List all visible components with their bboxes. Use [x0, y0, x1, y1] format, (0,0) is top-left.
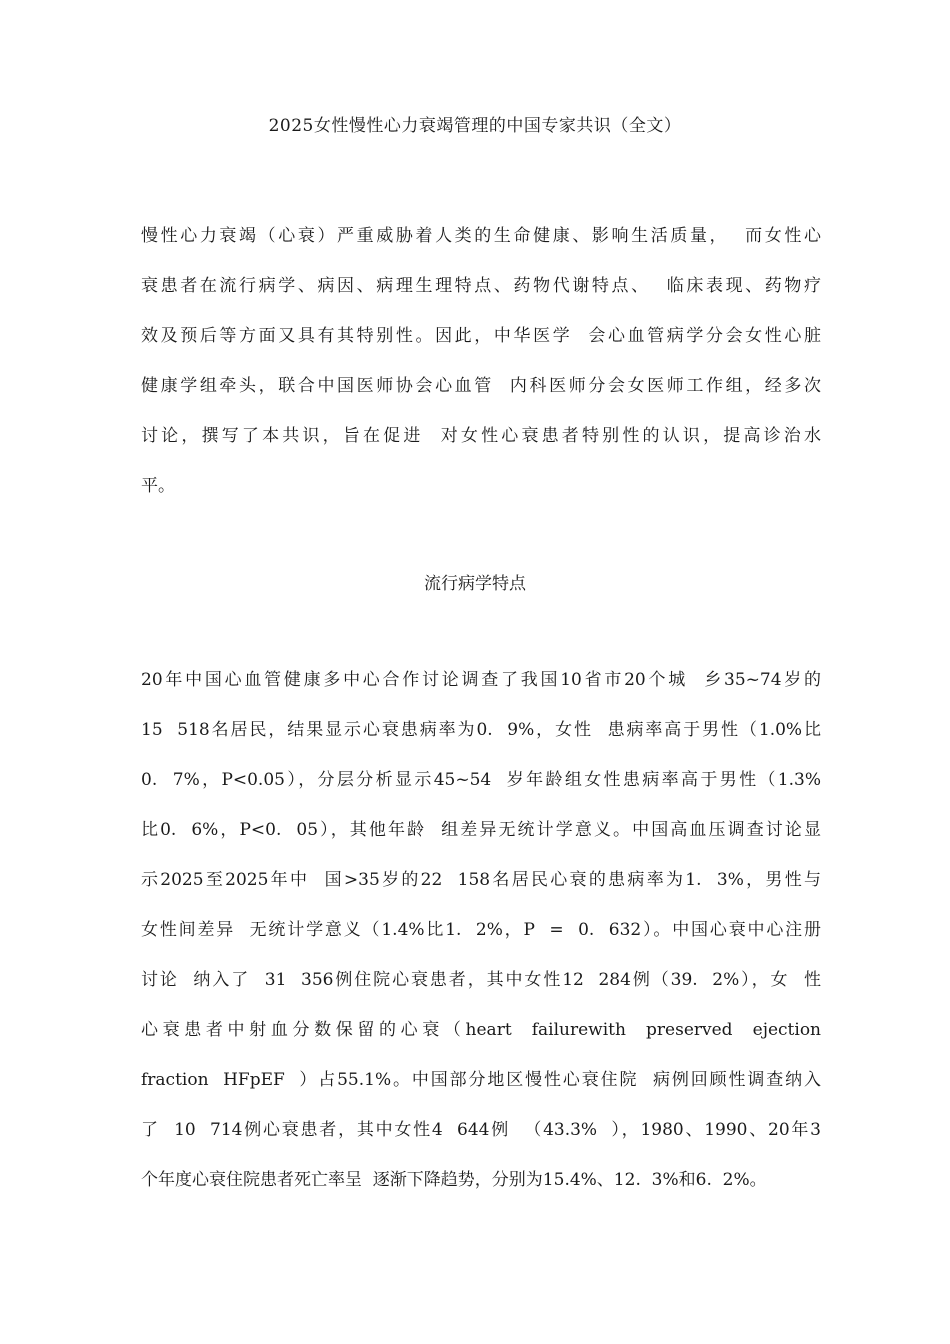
paragraph-line: fraction HFpEF ）占55.1%。中国部分地区慢性心衰住院 病例回顾性调查纳入: [141, 1070, 821, 1090]
paragraph-line: 心衰患者中射血分数保留的心衰（heart failurewith preserved ejection: [141, 1020, 821, 1040]
paragraph-line: 平。: [141, 476, 175, 496]
paragraph-line: 女性间差异 无统计学意义（1.4%比1. 2%，P = 0. 632）。中国心衰中心注册: [141, 920, 821, 940]
paragraph-line: 比0. 6%，P<0. 05），其他年龄 组差异无统计学意义。中国高血压调查讨论显: [141, 820, 821, 840]
paragraph-line: 个年度心衰住院患者死亡率呈 逐渐下降趋势，分别为15.4%、12. 3%和6. 2%。: [141, 1170, 767, 1190]
intro-paragraph: [141, 211, 821, 511]
paragraph-line: 讨论，撰写了本共识，旨在促进 对女性心衰患者特别性的认识，提高诊治水: [141, 426, 821, 446]
section-heading: 流行病学特点: [424, 574, 526, 594]
paragraph-line: 20年中国心血管健康多中心合作讨论调查了我国10省市20个城 乡35~74岁的: [141, 670, 821, 690]
paragraph-line: 健康学组牵头，联合中国医师协会心血管 内科医师分会女医师工作组，经多次: [141, 376, 821, 396]
paragraph-line: 慢性心力衰竭（心衰）严重威胁着人类的生命健康、影响生活质量， 而女性心: [141, 226, 821, 246]
paragraph-line: 效及预后等方面又具有其特别性。因此，中华医学 会心血管病学分会女性心脏: [141, 326, 821, 346]
paragraph-line: 15 518名居民，结果显示心衰患病率为0. 9%，女性 患病率高于男性（1.0%比: [141, 720, 821, 740]
epidemiology-paragraph: [141, 655, 821, 1205]
paragraph-line: 讨论 纳入了 31 356例住院心衰患者，其中女性12 284例（39. 2%），女 性: [141, 970, 821, 990]
document-title: 2025女性慢性心力衰竭管理的中国专家共识（全文）: [268, 116, 682, 136]
paragraph-line: 衰患者在流行病学、病因、病理生理特点、药物代谢特点、 临床表现、药物疗: [141, 276, 821, 296]
paragraph-line: 0. 7%，P<0.05），分层分析显示45~54 岁年龄组女性患病率高于男性（1.3%: [141, 770, 821, 790]
paragraph-line: 示2025至2025年中 国>35岁的22 158名居民心衰的患病率为1. 3%，男性与: [141, 870, 821, 890]
paragraph-line: 了 10 714例心衰患者，其中女性4 644例 （43.3% ），1980、1990、20年3: [141, 1120, 821, 1140]
